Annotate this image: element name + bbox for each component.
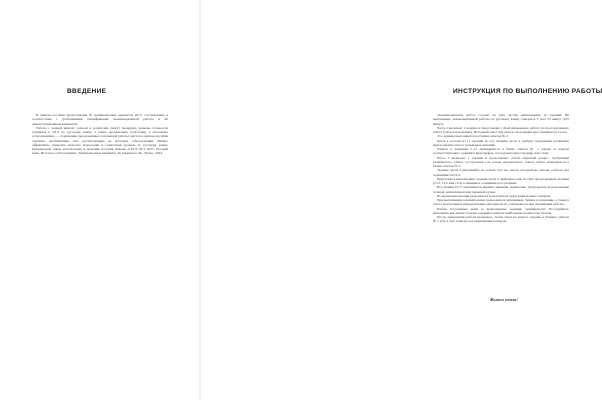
good-luck-signoff: Желаем успеха! <box>490 297 518 302</box>
instructions-heading: ИНСТРУКЦИЯ ПО ВЫПОЛНЕНИЮ РАБОТЫ <box>453 88 602 95</box>
intro-paragraph: Работы с данной книгой, учиться и родителям смогут проверить уровень готовности учащихся к ОГЭ по русскому языку, а также организовать подготовку к итоговому собеседованию — содержание предложенных для каждой работы текстов в данном пособии отражает проблематику тем, рассмотренных на итоговом собеседовании. Можно эффективно повысить качество подготовки и грамотный уровень по русскому языку. Рекомендуем также использовать в практике пособия Лыкова А.ЕГЭ ОГЭ 2025. Русский язык. Итоговое собеседование. Тренировочные варианты. 40 вариантов. М., Эксмо, 2024. <box>32 125 168 156</box>
instructions-paragraph: При выполнении заданий можно пользоваться черновиком. Записи в черновике, а также в тексте контрольных измерительных материалов не учитываются при оценивании работы. <box>433 198 569 207</box>
left-page <box>0 0 200 400</box>
instructions-paragraph: Приступая к выполнению задания части 3, выберите одно из трёх предложенных заданий (13.1, 13.2 или 13.3) и напишите сочинение-рассуждение. <box>433 176 569 185</box>
instructions-paragraph: Часть 3 включает 1 задание и представляет собой открытый вопрос, требующий развёрнутого ответа, построенного на основе прочитанного текста. Ответ записывается в бланк ответов № 2. <box>433 155 569 168</box>
instructions-paragraph: Часть 2 состоит из 11 заданий (2–12). Задания части 2 требуют проведения различных видов анализа текста и языковых явлений. <box>433 138 569 147</box>
instructions-paragraph: Все бланки ЕГЭ заполняются яркими чёрными чернилами. Допускается использование гелевой, капиллярной или перьевой ручки. <box>433 185 569 194</box>
instructions-paragraph: Во время выполнения разрешается пользоваться орфографическим словарём. <box>437 193 551 198</box>
instructions-paragraph: Часть 1 включает 1 задание и представляет собой письменную работу по прослушанному тексту (сжатое изложение). Исходный текст для сжатого изложения прослушивается 2 раза. <box>433 125 569 134</box>
intro-heading: ВВЕДЕНИЕ <box>67 88 107 95</box>
instructions-paragraph: Задание части 3 выполняйте на основе того же текста, который вы читали, работая над заданиями части 2. <box>433 168 569 177</box>
instructions-paragraph: Экзаменационная работа состоит из трёх частей, включающих 12 заданий. На выполнение экзаменационной работы по русскому языку отводится 3 часа 55 минут (235 минут). <box>433 113 569 126</box>
right-page <box>200 0 602 400</box>
intro-paragraph: В данном пособии представлены 10 тренировочных вариантов ОГЭ, составленных в соответствии с требованиями спецификации экзаменационной работы и 40 демонстрационным вариантом. <box>32 113 168 126</box>
instructions-paragraph: Это задание выполняется на бланке ответов № 2. <box>437 134 509 139</box>
instructions-paragraph: Баллы, полученные вами за выполненные задания, суммируются. Постарайтесь выполнить как можно больше заданий и набрать наибольшее количество баллов. <box>433 206 569 215</box>
intro-text <box>32 113 168 156</box>
instructions-paragraph: Ответы к заданиям 2–12 записываются в бланк ответов № 1 справа от номера соответствующего задания в виде цифры, последовательности цифр или слова. <box>433 147 569 156</box>
instructions-text <box>433 113 569 224</box>
instructions-paragraph: После завершения работы проверьте, чтобы ответ на каждое задание в бланках ответов № 1 и № 2 был записан под правильным номером. <box>433 215 569 224</box>
